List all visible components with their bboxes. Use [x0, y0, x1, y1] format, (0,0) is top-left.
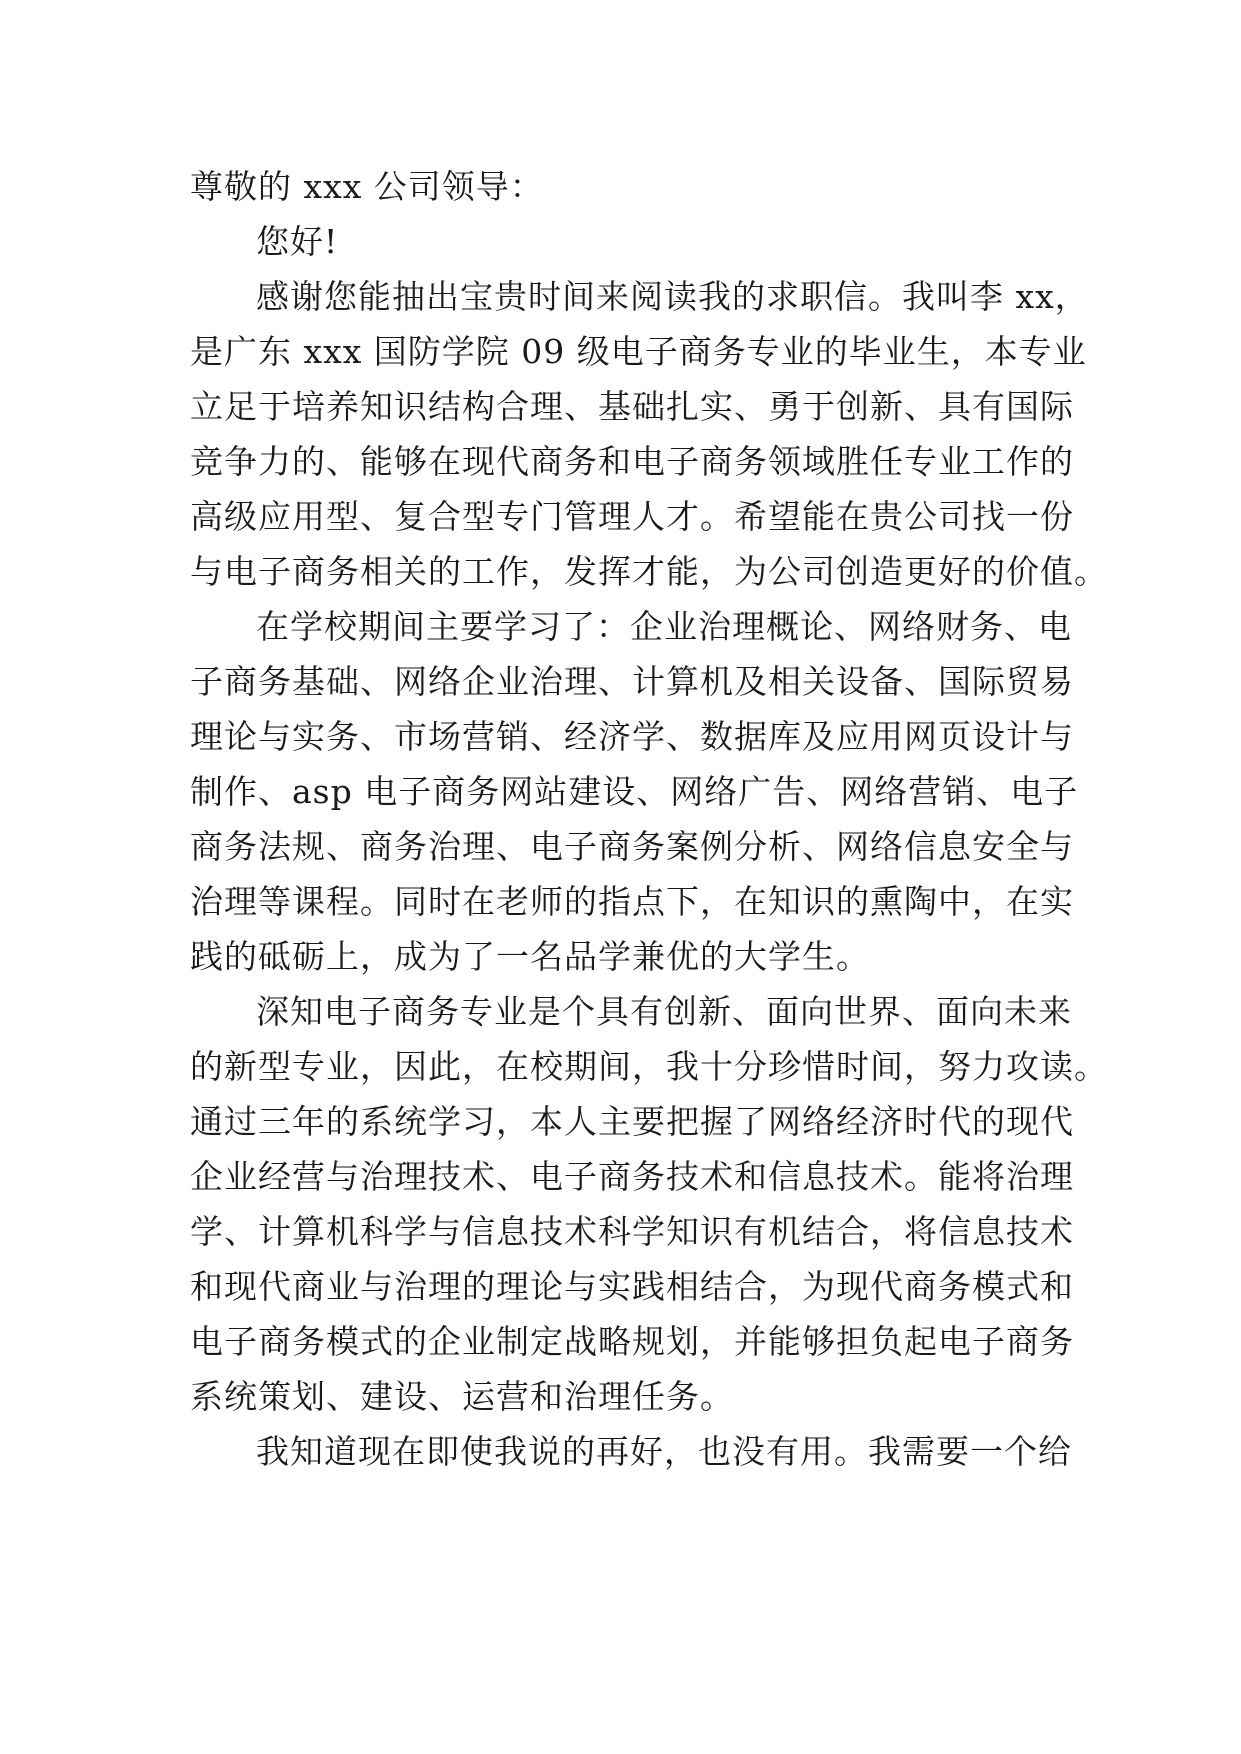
paragraph-1-line-6: 与电子商务相关的工作，发挥才能，为公司创造更好的价值。 — [190, 552, 1108, 591]
paragraph-1-line-2: 是广东 xxx 国防学院 09 级电子商务专业的毕业生，本专业 — [190, 332, 1087, 371]
paragraph-3-line-7: 电子商务模式的企业制定战略规划，并能够担负起电子商务 — [190, 1322, 1074, 1361]
paragraph-1-line-4: 竞争力的、能够在现代商务和电子商务领域胜任专业工作的 — [190, 442, 1074, 481]
paragraph-2-line-6: 治理等课程。同时在老师的指点下，在知识的熏陶中，在实 — [190, 882, 1074, 921]
paragraph-1-line-5: 高级应用型、复合型专门管理人才。希望能在贵公司找一份 — [190, 497, 1074, 536]
salutation: 尊敬的 xxx 公司领导： — [190, 167, 544, 206]
paragraph-2-line-4: 制作、asp 电子商务网站建设、网络广告、网络营销、电子 — [190, 772, 1079, 811]
greeting: 您好! — [256, 222, 339, 261]
paragraph-1-line-3: 立足于培养知识结构合理、基础扎实、勇于创新、具有国际 — [190, 387, 1074, 426]
paragraph-2-line-7: 践的砥砺上，成为了一名品学兼优的大学生。 — [190, 937, 870, 976]
paragraph-2-line-3: 理论与实务、市场营销、经济学、数据库及应用网页设计与 — [190, 717, 1074, 756]
paragraph-3-line-4: 企业经营与治理技术、电子商务技术和信息技术。能将治理 — [190, 1157, 1074, 1196]
paragraph-3-line-8: 系统策划、建设、运营和治理任务。 — [190, 1377, 734, 1416]
paragraph-3-line-6: 和现代商业与治理的理论与实践相结合，为现代商务模式和 — [190, 1267, 1074, 1306]
paragraph-4-line-1: 我知道现在即使我说的再好，也没有用。我需要一个给 — [256, 1432, 1072, 1471]
paragraph-3-line-1: 深知电子商务专业是个具有创新、面向世界、面向未来 — [256, 992, 1072, 1031]
paragraph-2-line-5: 商务法规、商务治理、电子商务案例分析、网络信息安全与 — [190, 827, 1074, 866]
paragraph-3-line-3: 通过三年的系统学习，本人主要把握了网络经济时代的现代 — [190, 1102, 1074, 1141]
paragraph-1-line-1: 感谢您能抽出宝贵时间来阅读我的求职信。我叫李 xx， — [256, 277, 1089, 316]
paragraph-2-line-2: 子商务基础、网络企业治理、计算机及相关设备、国际贸易 — [190, 662, 1074, 701]
paragraph-2-line-1: 在学校期间主要学习了：企业治理概论、网络财务、电 — [256, 607, 1072, 646]
paragraph-3-line-2: 的新型专业，因此，在校期间，我十分珍惜时间，努力攻读。 — [190, 1047, 1108, 1086]
paragraph-3-line-5: 学、计算机科学与信息技术科学知识有机结合，将信息技术 — [190, 1212, 1074, 1251]
